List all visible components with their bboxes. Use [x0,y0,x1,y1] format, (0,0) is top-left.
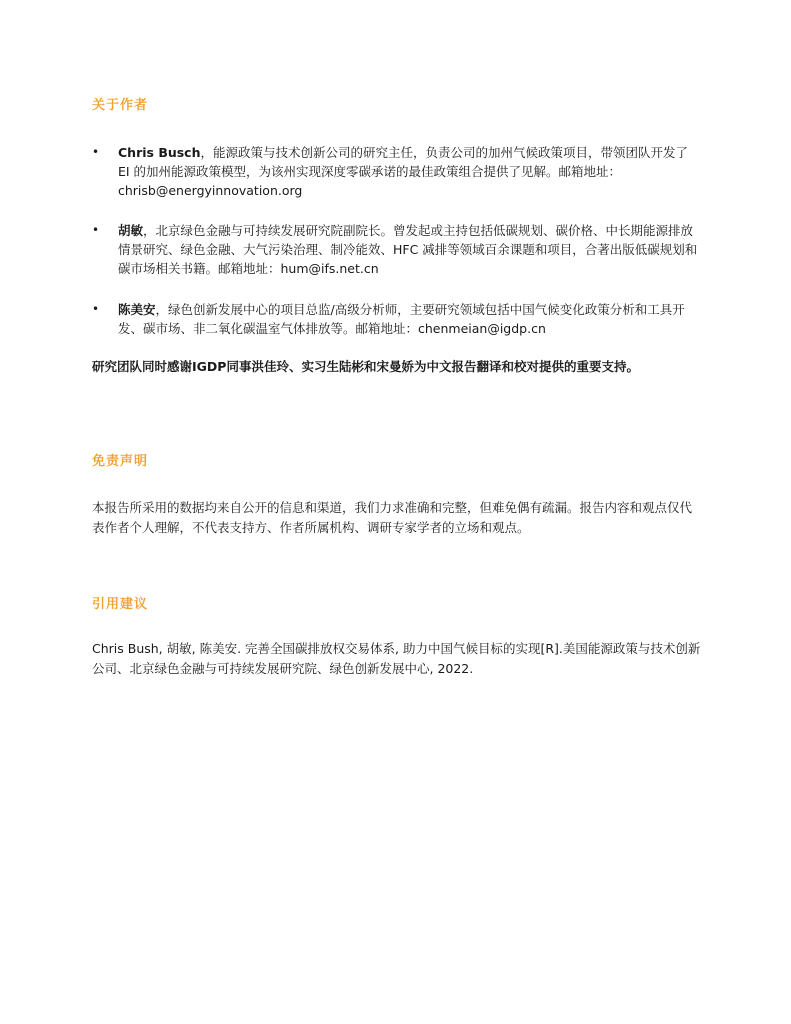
author-item-busch [92,143,702,200]
bullet-icon: • [92,145,100,159]
citation-text: Chris Bush, 胡敏, 陈美安. 完善全国碳排放权交易体系, 助力中国气候目标的实现[R].美国能源政策与技术创新公司、北京绿色金融与可持续发展研究院、绿色创新发展中心, 2022. [92,641,701,676]
bullet-icon: • [92,223,100,237]
author-item-hu [92,221,702,278]
disclaimer-heading: 免责声明 [92,454,149,469]
author-name: 胡敏 [118,223,144,238]
acknowledgement-text: 研究团队同时感谢IGDP同事洪佳玲、实习生陆彬和宋曼娇为中文报告翻译和校对提供的重要支持。 [92,359,639,374]
author-name: 陈美安 [118,302,156,317]
author-bio: ，能源政策与技术创新公司的研究主任，负责公司的加州气候政策项目，带领团队开发了 EI 的加州能源政策模型，为该州实现深度零碳承诺的最佳政策组合提供了见解。邮箱地址：chrisb@energyinnovation.org [118,145,689,198]
author-list [92,143,702,359]
author-bio: ，绿色创新发展中心的项目总监/高级分析师，主要研究领域包括中国气候变化政策分析和工具开发、碳市场、非二氧化碳温室气体排放等。邮箱地址：chenmeian@igdp.cn [118,302,685,336]
bullet-icon: • [92,302,100,316]
about-authors-heading: 关于作者 [92,98,149,113]
author-name: Chris Busch [118,145,201,160]
disclaimer-text: 本报告所采用的数据均来自公开的信息和渠道，我们力求准确和完整，但难免偶有疏漏。报告内容和观点仅代表作者个人理解，不代表支持方、作者所属机构、调研专家学者的立场和观点。 [92,500,693,535]
author-bio: ，北京绿色金融与可持续发展研究院副院长。曾发起或主持包括低碳规划、碳价格、中长期能源排放情景研究、绿色金融、大气污染治理、制冷能效、HFC 减排等领域百余课题和项目，合著出版低碳规划和碳市场相关书籍。邮箱地址：hum@ifs.net.cn [118,223,698,276]
author-item-chen [92,300,702,338]
citation-heading: 引用建议 [92,597,149,612]
